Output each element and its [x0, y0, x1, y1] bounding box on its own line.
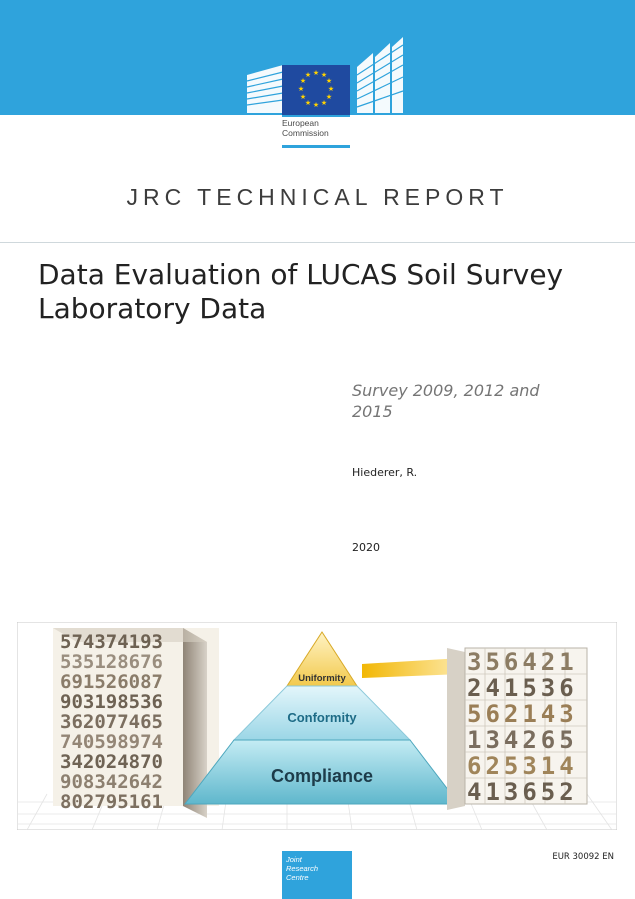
- digit-row: 241536: [467, 674, 578, 702]
- digit-row: 574374193: [60, 631, 163, 653]
- divider: [0, 242, 635, 243]
- pyramid-level-conformity: Conformity: [287, 710, 357, 725]
- report-number: EUR 30092 EN: [552, 852, 614, 862]
- svg-text:★: ★: [312, 101, 320, 109]
- svg-text:★: ★: [325, 77, 333, 85]
- digit-row: 362077465: [60, 711, 163, 733]
- svg-text:★: ★: [304, 99, 312, 107]
- svg-text:★: ★: [320, 99, 328, 107]
- report-type: JRC TECHNICAL REPORT: [126, 184, 509, 210]
- digit-row: 691526087: [60, 671, 163, 693]
- svg-text:★: ★: [299, 93, 307, 101]
- pyramid-level-compliance: Compliance: [270, 766, 374, 786]
- digit-row: 562143: [467, 700, 578, 728]
- digit-row: 802795161: [60, 791, 163, 813]
- commission-name: European Commission: [282, 118, 329, 138]
- svg-text:★: ★: [327, 85, 335, 93]
- jrc-logo: Joint Research Centre: [282, 851, 352, 899]
- author: Hiederer, R.: [352, 466, 418, 479]
- document-subtitle: Survey 2009, 2012 and 2015: [352, 381, 540, 421]
- cover-image: [17, 622, 617, 830]
- digit-row: 908342642: [60, 771, 163, 793]
- digit-row: 134265: [467, 726, 578, 754]
- svg-text:★: ★: [297, 85, 305, 93]
- svg-text:★: ★: [299, 77, 307, 85]
- svg-text:★: ★: [312, 69, 320, 77]
- svg-text:★: ★: [320, 71, 328, 79]
- digit-row: 535128676: [60, 651, 163, 673]
- digit-row: 903198536: [60, 691, 163, 713]
- document-title: Data Evaluation of LUCAS Soil Survey Laboratory Data: [38, 258, 564, 325]
- commission-underline: [282, 145, 350, 148]
- publication-year: 2020: [352, 541, 380, 554]
- digit-row: 413652: [467, 778, 578, 806]
- svg-text:★: ★: [325, 93, 333, 101]
- digit-row: 342024870: [60, 751, 163, 773]
- left-digit-grid: [60, 631, 163, 813]
- digit-row: 356421: [467, 648, 578, 676]
- digit-row: 625314: [467, 752, 578, 780]
- svg-text:★: ★: [304, 71, 312, 79]
- digit-row: 740598974: [60, 731, 163, 753]
- right-digit-grid: [467, 648, 578, 806]
- pyramid-level-uniformity: Uniformity: [298, 673, 346, 684]
